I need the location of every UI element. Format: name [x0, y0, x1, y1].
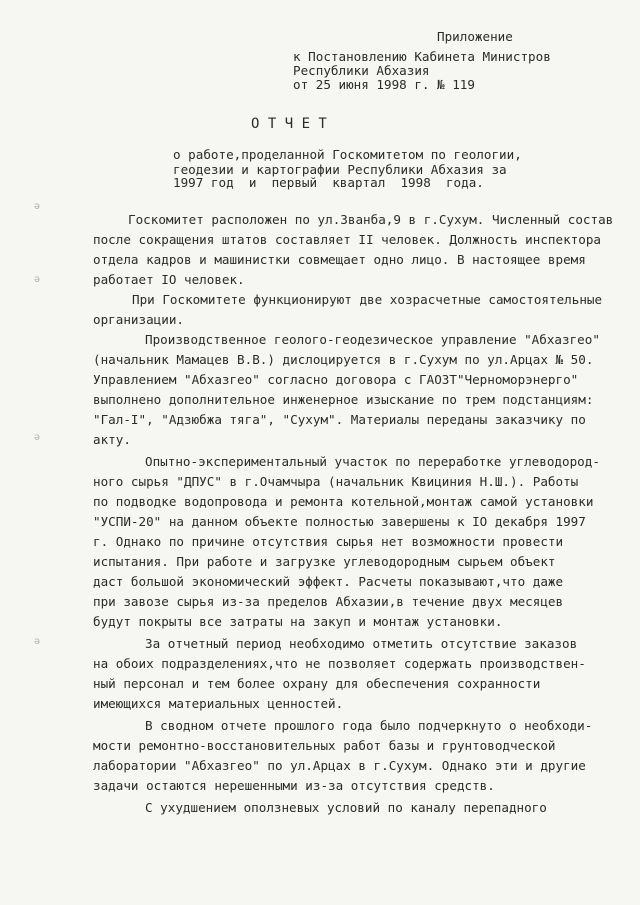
body-line: При Госкомитете функционируют две хозрасчетные самостоятельные [132, 292, 603, 307]
body-line: (начальник Мамацев В.В.) дислоцируется в г.Сухум по ул.Арцах № 50. [93, 352, 594, 367]
body-line: по подводке водопровода и ремонта котельной,монтаж самой установки [93, 494, 594, 509]
subtitle-line: 1997 год и первый квартал 1998 года. [173, 175, 484, 190]
body-line: выполнено дополнительное инженерное изыскание по трем подстанциям: [93, 392, 594, 407]
body-line: мости ремонтно-восстановительных работ базы и грунтоводческой [93, 738, 556, 753]
body-line: В сводном отчете прошлого года было подчеркнуто о необходи- [145, 718, 593, 733]
body-line: "Гал-I", "Адзюбжа тяга", "Сухум". Материалы переданы заказчику по [93, 412, 586, 427]
body-line: отдела кадров и машинистки совмещает одно лицо. В настоящее время [93, 252, 586, 267]
body-line: при завозе сырья из-за пределов Абхазии,в течение двух месяцев [93, 594, 564, 609]
body-line: ного сырья "ДПУС" в г.Очамчыра (начальник Квициния Н.Ш.). Работы [93, 474, 579, 489]
punch-mark: ǝ [34, 201, 41, 212]
body-line: после сокращения штатов составляет II человек. Должность инспектора [93, 232, 601, 247]
body-line: Производственное геолого-геодезическое управление "Абхазгео" [145, 332, 600, 347]
body-line: имеющихся материальных ценностей. [93, 696, 344, 711]
document-title: О Т Ч Е Т [251, 116, 327, 132]
body-line: Госкомитет расположен по ул.Званба,9 в г.Сухум. Численный состав [128, 212, 614, 227]
annex-date: от 25 июня 1998 г. № 119 [293, 77, 475, 92]
body-line: задачи остаются нерешенными из-за отсутствия средств. [93, 778, 495, 793]
body-line: За отчетный период необходимо отметить отсутствие заказов [145, 636, 578, 651]
body-line: акту. [93, 432, 131, 447]
body-line: даст большой экономический эффект. Расчеты показывают,что даже [93, 574, 564, 589]
body-line: ный персонал и тем более охрану для обеспечения сохранности [93, 676, 541, 691]
body-line: работает IО человек. [93, 272, 245, 287]
punch-mark: ǝ [34, 636, 41, 647]
body-line: г. Однако по причине отсутствия сырья нет возможности провести [93, 534, 564, 549]
subtitle-line: о работе,проделанной Госкомитетом по геологии, [173, 147, 522, 162]
punch-mark: ǝ [34, 274, 41, 285]
body-line: организации. [93, 312, 184, 327]
body-line: на обоих подразделениях,что не позволяет содержать производствен- [93, 656, 586, 671]
annex-line: Республики Абхазия [293, 63, 430, 78]
body-line: С ухудшением оползневых условий по каналу перепадного [145, 800, 547, 815]
annex-line: к Постановлению Кабинета Министров [293, 49, 551, 64]
subtitle-line: геодезии и картографии Республики Абхазия за [173, 162, 507, 177]
body-line: будут покрыты все затраты на закуп и монтаж установки. [93, 614, 503, 629]
body-line: лаборатории "Абхазгео" по ул.Арцах в г.Сухум. Однако эти и другие [93, 758, 586, 773]
body-line: Опытно-экспериментальный участок по переработке углеводород- [145, 454, 600, 469]
annex-label: Приложение [437, 29, 513, 44]
body-line: испытания. При работе и загрузке углеводородным сырьем объект [93, 554, 556, 569]
body-line: Управлением "Абхазгео" согласно договора с ГАОЗТ"Черноморэнерго" [93, 372, 579, 387]
body-line: "УСПИ-20" на данном объекте полностью завершены к IО декабря 1997 [93, 514, 586, 529]
punch-mark: ǝ [34, 432, 41, 443]
